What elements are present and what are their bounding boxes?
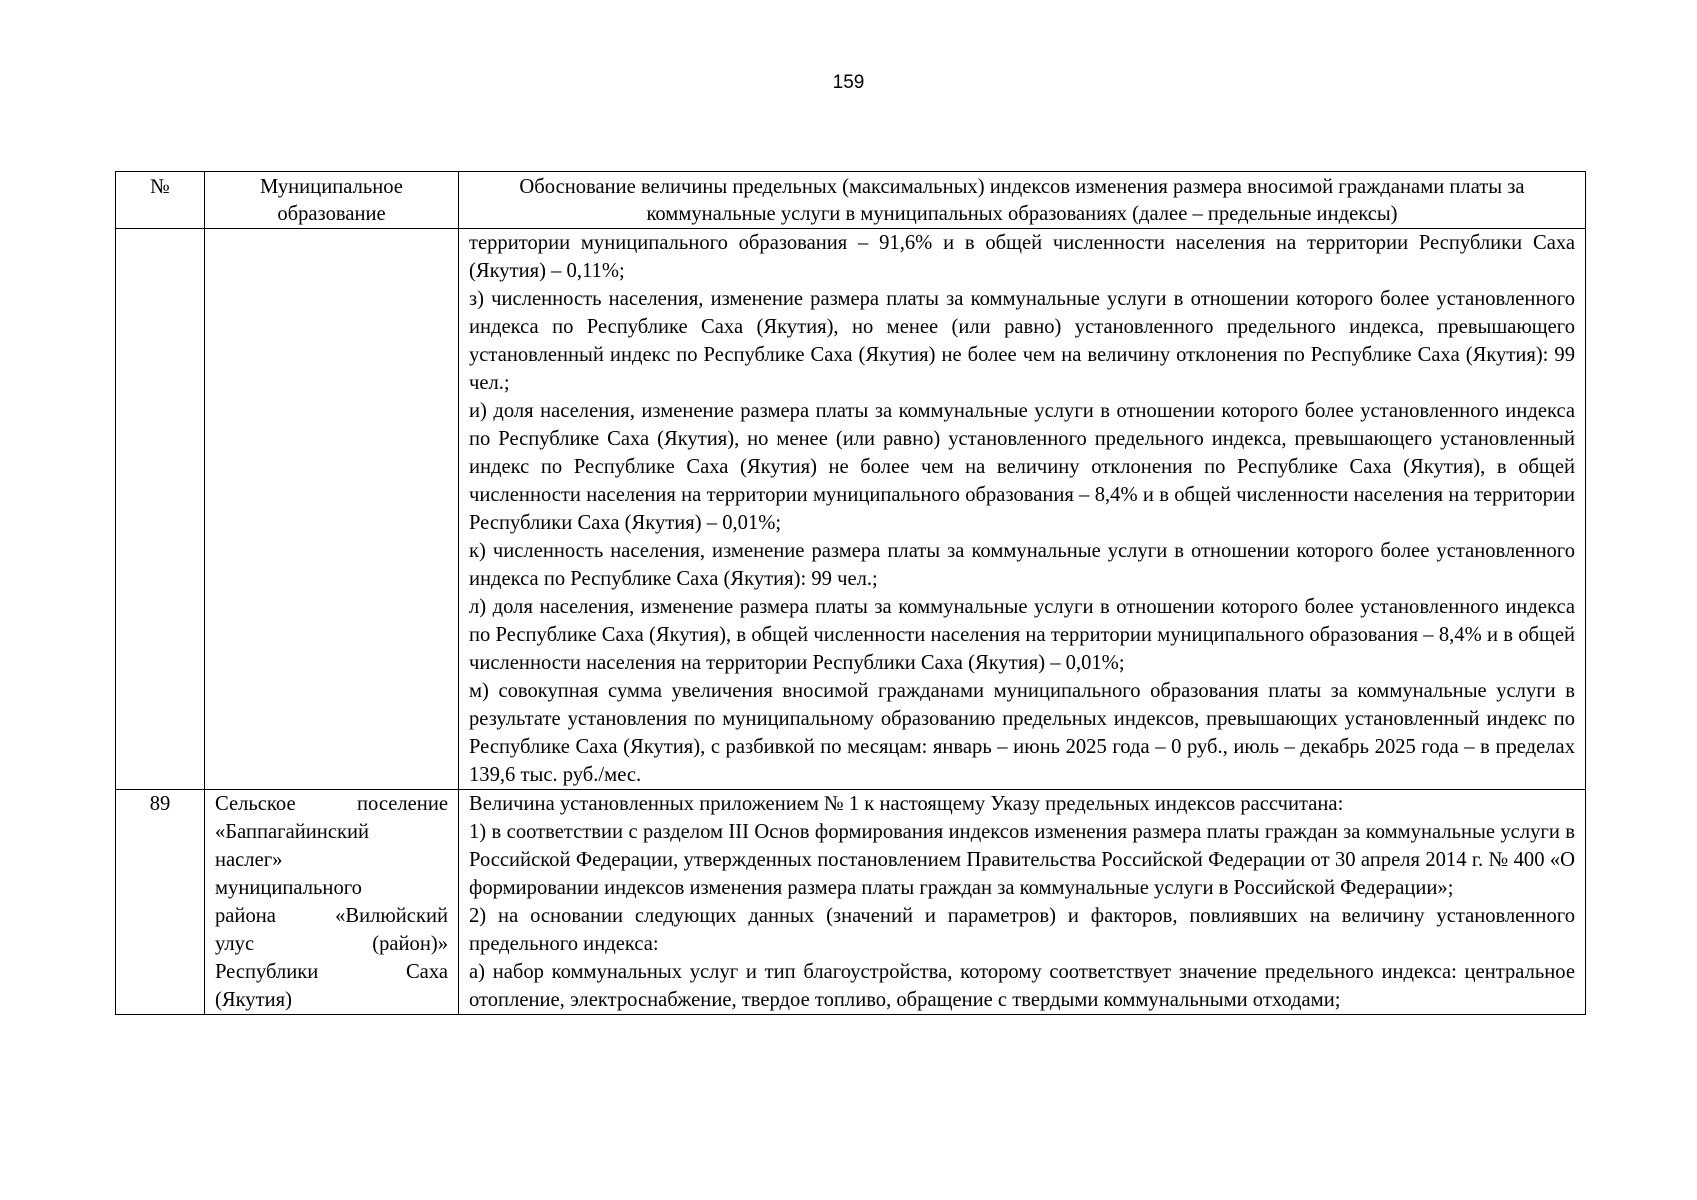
paragraph: 1) в соответствии с разделом III Основ формирования индексов изменения размера платы граждан за коммунальные услуги в Российской Федерации, утвержденных постановлением Правительства Российской Федерации от 30 апреля 2014 г. № 400 «О формировании индексов изменения размера платы граждан за коммунальные услуги в Российской Федерации»; bbox=[469, 821, 1575, 899]
paragraph: м) совокупная сумма увеличения вносимой гражданами муниципального образования платы за коммунальные услуги в результате установления по муниципальному образованию предельных индексов, превышающих установленный индекс по Республике Саха (Якутия), с разбивкой по месяцам: январь – июнь 2025 года – 0 руб., июль – декабрь 2025 года – в пределах 139,6 тыс. руб./мес. bbox=[469, 680, 1575, 786]
municipality-line: Республики Саха bbox=[215, 961, 448, 983]
table-row bbox=[116, 229, 1586, 790]
justification-table bbox=[115, 171, 1586, 1015]
row-num bbox=[116, 229, 205, 790]
paragraph: к) численность населения, изменение размера платы за коммунальные услуги в отношении которого более установленного индекса по Республике Саха (Якутия): 99 чел.; bbox=[469, 540, 1575, 590]
municipality-line: района «Вилюйский bbox=[215, 905, 448, 927]
paragraph: а) набор коммунальных услуг и тип благоустройства, которому соответствует значение предельного индекса: центральное отопление, электроснабжение, твердое топливо, обращение с твердыми коммунальными отходами; bbox=[469, 961, 1575, 1011]
paragraph: Величина установленных приложением № 1 к настоящему Указу предельных индексов рассчитана: bbox=[469, 793, 1344, 815]
municipality-line: (Якутия) bbox=[215, 989, 292, 1011]
row-municipality bbox=[205, 229, 459, 790]
header-num: № bbox=[116, 172, 205, 229]
municipality-line: «Баппагайинский bbox=[215, 821, 370, 843]
header-justification: Обоснование величины предельных (максимальных) индексов изменения размера вносимой гражданами платы за коммунальные услуги в муниципальных образованиях (далее – предельные индексы) bbox=[459, 172, 1586, 229]
paragraph: 2) на основании следующих данных (значений и параметров) и факторов, повлиявших на величину установленного предельного индекса: bbox=[469, 905, 1575, 955]
municipality-line: муниципального bbox=[215, 877, 362, 899]
table-row bbox=[116, 790, 1586, 1015]
municipality-line: улус (район)» bbox=[215, 933, 448, 955]
header-municipality: Муниципальное образование bbox=[205, 172, 459, 229]
row-municipality bbox=[205, 790, 459, 1015]
row-num: 89 bbox=[116, 790, 205, 1015]
row-justification bbox=[459, 229, 1586, 790]
municipality-line: Сельское поселение bbox=[215, 793, 448, 815]
paragraph: л) доля населения, изменение размера платы за коммунальные услуги в отношении которого более установленного индекса по Республике Саха (Якутия), в общей численности населения на территории муниципального образования – 8,4% и в общей численности населения на территории Республики Саха (Якутия) – 0,01%; bbox=[469, 596, 1575, 674]
paragraph: з) численность населения, изменение размера платы за коммунальные услуги в отношении которого более установленного индекса по Республике Саха (Якутия), но менее (или равно) установленного предельного индекса, превышающего установленный индекс по Республике Саха (Якутия) не более чем на величину отклонения по Республике Саха (Якутия): 99 чел.; bbox=[469, 288, 1575, 394]
paragraph: и) доля населения, изменение размера платы за коммунальные услуги в отношении которого более установленного индекса по Республике Саха (Якутия), но менее (или равно) установленного предельного индекса, превышающего установленный индекс по Республике Саха (Якутия) не более чем на величину отклонения по Республике Саха (Якутия), в общей численности населения на территории муниципального образования – 8,4% и в общей численности населения на территории Республики Саха (Якутия) – 0,01%; bbox=[469, 400, 1575, 534]
paragraph: территории муниципального образования – 91,6% и в общей численности населения на территории Республики Саха (Якутия) – 0,11%; bbox=[469, 232, 1575, 282]
municipality-line: наслег» bbox=[215, 849, 283, 871]
row-justification bbox=[459, 790, 1586, 1015]
page-number: 159 bbox=[832, 72, 865, 93]
table-header-row bbox=[116, 172, 1586, 229]
